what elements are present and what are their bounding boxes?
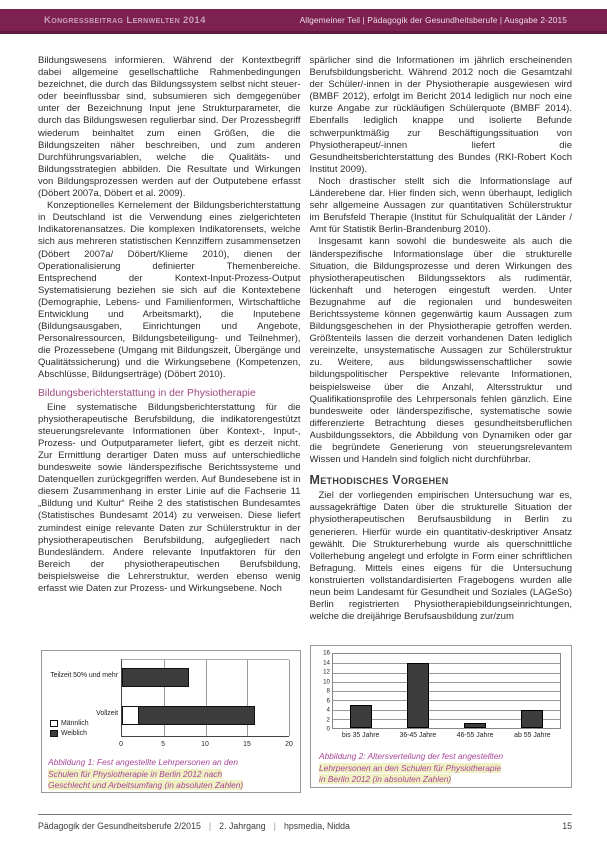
gridline-horizontal — [333, 691, 560, 692]
header-congress-label: Kongressbeitrag Lernwelten 2014 — [44, 14, 206, 26]
section-heading-methodisches-vorgehen: Methodisches Vorgehen — [309, 473, 449, 488]
footer-publisher: hpsmedia, Nidda — [283, 821, 350, 831]
footer-divider — [38, 814, 572, 815]
legend-swatch-weiblich — [50, 730, 58, 737]
x-tick-label: 20 — [285, 741, 293, 748]
bar-segment-weiblich — [122, 668, 189, 687]
gridline-horizontal — [333, 663, 560, 664]
paragraph: Noch drastischer stellt sich die Informationslage auf Länderebene dar. Hier finden sich, wenn überhaupt, lediglich sehr allgemeine Aussagen zur quantitativen Schülerstruktur im Berufsfeld Therapie (Institut für Schulqualität der Länder / Amt für Statistik Berlin-Brandenburg 2010). — [309, 175, 572, 236]
footer-volume: 2. Jahrgang — [219, 821, 266, 831]
figure-1-gender-chart — [41, 650, 301, 793]
legend-label: Weiblich — [61, 730, 87, 737]
left-column — [38, 55, 301, 647]
figure-2-chart-area — [323, 649, 561, 745]
x-category-label: bis 35 Jahre — [341, 732, 380, 739]
header-section-breadcrumb: Allgemeiner Teil | Pädagogik der Gesundheitsberufe | Ausgabe 2-2015 — [299, 15, 567, 25]
figure-2-caption — [319, 751, 563, 786]
y-tick-label: 14 — [323, 659, 330, 666]
gridline-horizontal — [333, 673, 560, 674]
y-tick-label: 16 — [323, 649, 330, 657]
header-banner — [0, 9, 607, 34]
bar-36-45-jahre — [407, 663, 429, 728]
bar-segment-männlich — [122, 706, 139, 725]
bar-ab-55-jahre — [521, 710, 543, 729]
figure-1-plot — [121, 659, 289, 737]
gridline-horizontal — [333, 700, 560, 701]
caption-line: Lehrpersonen an den Schulen für Physiotherapie — [319, 762, 502, 773]
article-body — [38, 55, 572, 647]
y-tick-label: 2 — [326, 716, 330, 723]
x-tick-label: 0 — [119, 741, 123, 748]
footer-journal-title: Pädagogik der Gesundheitsberufe 2/2015 — [38, 821, 201, 831]
paragraph: Insgesamt kann sowohl die bundesweite als auch die länderspezifische Informationslage über die strukturelle Situation, die Bildungsprozesse und deren Wirkungen des physiotherapeutischen Bildungssektors als rudimentär, lückenhaft und heterogen eingestuft werden. Unter Bezugnahme auf die regionalen und bundesweiten Berichtssysteme können gegenwärtig kaum Aussagen zum Bildungsgeschehen in der Physiotherapie getroffen werden. Größtenteils lassen die derzeit vorhandenen Daten lediglich vereinzelte, unsystematische Aussagen zur Schülerstruktur zu. Weitere, aus bildungswissenschaftlicher sowie bildungspolitischer Perspektive relevante Informationen, beispielsweise über die Anzahl, Altersstruktur und Qualifikationsprofile des Lehrpersonals fehlen gänzlich. Eine bundesweite oder länderspezifische, systematische sowie differenzierte Betrachtung dieses gesundheitsberuflichen Ausbildungssektors, die Abbildung von Dynamiken oder gar die begründete Generierung von steuerungsrelevantem Wissen und Handeln sind folglich nicht durchführbar. — [309, 236, 572, 466]
legend-swatch-maennlich — [50, 720, 58, 727]
paragraph: Ziel der vorliegenden empirischen Untersuchung war es, aussagekräftige Daten über die strukturelle Situation der physiotherapeutischen Berufsausbildung in Berlin zu generieren. Hierfür wurde ein quantitativ-deskriptiver Ansatz gewählt. Die Strukturerhebung wurde als querschnittliche Vollerhebung angelegt und erfolgte in Form einer schriftlichen Befragung. Mittels eines eigens für die Untersuchung konstruierten vollstandardisierten Fragebogens wurden alle neun beim Landesamt für Gesundheit und Soziales (LAGeSo) Berlin registrierten Physiotherapiebildungseinrichtungen, welche die dreijährige Berufsausbildung zur/zum — [309, 490, 572, 623]
subsection-heading: Bildungsberichterstattung in der Physiotherapie — [38, 387, 256, 399]
footer-separator: | — [273, 821, 276, 831]
x-category-label: 46-55 Jahre — [456, 732, 494, 739]
category-label: Teilzeit 50% und mehr — [50, 672, 118, 679]
gridline-vertical — [289, 660, 290, 736]
legend-item-maennlich — [50, 720, 89, 727]
footer-separator: | — [208, 821, 212, 831]
y-tick-label: 12 — [323, 668, 330, 676]
figure-2-y-axis-ticks — [319, 649, 330, 733]
paragraph: spärlicher sind die Informationen im jährlich erscheinenden Berufsbildungsbericht. Während 2012 noch die Gesamtzahl der Schüler/-innen in der Physiotherapie ausgewiesen wird (BMBF 2012), erfolgt im Bericht 2014 lediglich nur noch eine kurze Angabe zur rückläufigen Schülerquote (BMBF 2014). Ebenfalls lediglich knappe und isolierte Befunde schwerpunktmäßig zur Beschäftigungssituation von Physiotherapeut/-innen liefert die Gesundheitsberichterstattung des Bundes (RKI-Robert Koch Institut 2009). — [309, 55, 572, 175]
paragraph: Konzeptionelles Kernelement der Bildungsberichterstattung in Deutschland ist die Verwendung eines zielgerichteten Indikatorenansatzes. Die komplexen Indikatorensets, welche sich aus mehreren statistischen Kennziffern zusammensetzen (Döbert 2007a/ Döbert/Klieme 2010), dienen der Operationalisierung definierter Themenbereiche. Entsprechend der Kontext-Input-Prozess-Output Systematisierung beziehen sie sich auf die Kontextebene (Demographie, Lebens- und Familienformen, Wirtschaftliche Entwicklung und Arbeitsmarkt), die Inputebene (Bildungsausgaben, Einrichtungen und Angebote, Personalressourcen, Bildungsbeteiligung- und Teilnehmer), die Prozessebene (Umgang mit Bildungszeit, Übergänge und Qualitätssicherung) und die Wirkungsebene (Kompetenzen, Abschlüsse, Bildungserträge) (Döbert 2010). — [38, 200, 301, 381]
bar-46-55-jahre — [464, 723, 486, 728]
footer — [38, 821, 572, 831]
category-label: Vollzeit — [96, 710, 118, 717]
bar-segment-weiblich — [138, 706, 255, 725]
figure-1-chart-area — [48, 657, 292, 751]
x-tick-label: 15 — [243, 741, 251, 748]
caption-line: Geschlecht und Arbeitsumfang (in absoluten Zahlen) — [48, 780, 244, 791]
y-tick-label: 0 — [326, 725, 330, 733]
figure-1-caption — [48, 757, 292, 792]
figure-2-plot — [332, 653, 561, 729]
y-tick-label: 4 — [326, 706, 330, 714]
paragraph: Eine systematische Bildungsberichterstattung für die physiotherapeutische Berufsbildung, die indikatorengestützt steuerungsrelevante Informationen über Kontext-, Input-, Prozess- und Outputparameter liefert, gibt es derzeit nicht. Zur Ermittlung derartiger Daten muss auf unterschiedliche bundesweite sowie länderspezifische Berichtssysteme und Datenquellen zurückgegriffen werden. Auf Bundesebene ist in diesem Zusammenhang in erster Linie auf die Fachserie 11 „Bildung und Kultur“ Reihe 2 des statistischen Bundesamtes (Statistisches Bundesamt 2014) zu verweisen. Diese liefert zumindest einige relevante Daten zur Schülerstruktur in der physiotherapeutischen Berufsbildung, aufgegliedert nach Bundesländern. Andere relevante Inputfaktoren für den Bereich der physiotherapeutischen Berufsbildung, beispielsweise die Lehrerstruktur, werden ebenso wenig erfasst wie Daten zur Prozess- und Wirkungsebene. Noch — [38, 401, 301, 595]
bar-row — [122, 668, 289, 687]
x-tick-label: 5 — [161, 741, 165, 748]
bar-row — [122, 706, 289, 725]
gridline-horizontal — [333, 682, 560, 683]
legend-label: Männlich — [61, 720, 89, 727]
x-tick-label: 10 — [201, 741, 209, 748]
page-number: 15 — [562, 821, 572, 831]
y-tick-label: 8 — [326, 687, 330, 695]
x-category-label: 36-45 Jahre — [399, 732, 437, 739]
x-category-label: ab 55 Jahre — [514, 732, 551, 739]
caption-line: Abbildung 1: Fest angestellte Lehrpersonen an den — [48, 757, 238, 767]
bar-bis-35-jahre — [350, 705, 372, 728]
paragraph: Bildungswesens informieren. Während der Kontextbegriff dabei allgemeine gesellschaftliche Rahmenbedingungen bezeichnet, die durch das Bildungssystem selbst nicht steuer- oder beeinflussbar sind, subsumieren sich demgegenüber unter der Bezeichnung Input jene Strukturparameter, die durch das Bildungswesen regulierbar sind. Der Prozessbegriff wiederum beinhaltet zum einen Größen, die die Bildungszeiten näher beschreiben, und zum anderen Durchführungsvariablen, welche die Qualitäts- und Bildungsstrategien abbilden. Die Resultate und Wirkungen von Bildungsprozessen werden auf der Outputebene erfasst (Döbert 2007a, Döbert et al. 2009). — [38, 55, 301, 200]
caption-line: Schulen für Physiotherapie in Berlin 2012 nach — [48, 768, 223, 779]
figure-2-x-axis-labels — [332, 732, 561, 739]
y-tick-label: 10 — [323, 678, 330, 685]
legend-item-weiblich — [50, 730, 89, 737]
y-tick-label: 6 — [326, 697, 330, 704]
caption-line: in Berlin 2012 (in absoluten Zahlen) — [319, 774, 452, 785]
figure-2-age-chart — [310, 645, 572, 788]
right-column — [310, 55, 573, 647]
figure-1-legend — [50, 720, 89, 740]
figure-1-x-axis-ticks — [119, 741, 293, 750]
caption-line: Abbildung 2: Altersverteilung der fest angestellten — [319, 751, 504, 761]
